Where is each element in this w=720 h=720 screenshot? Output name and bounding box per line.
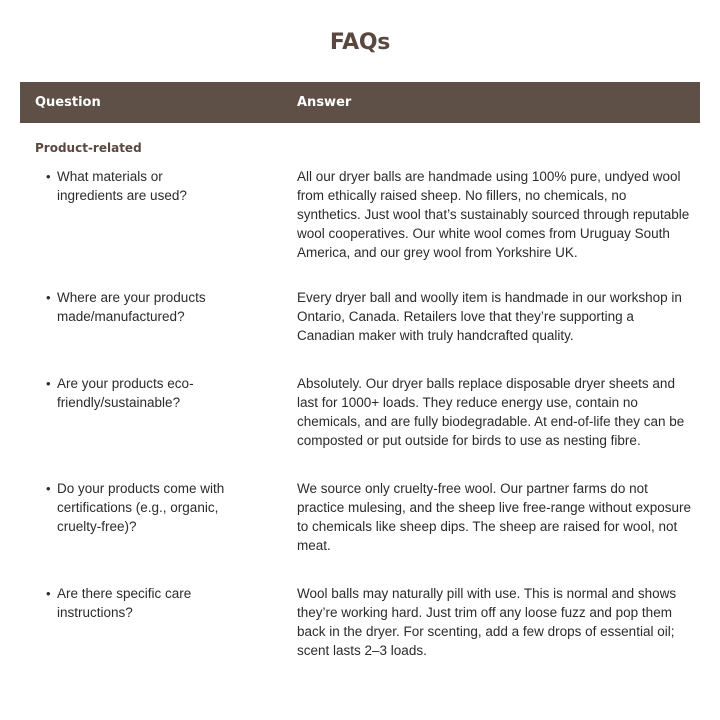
faq-question: • What materials or ingredients are used? [46, 167, 227, 205]
section-label-product-related: Product-related [35, 141, 142, 155]
faq-answer: Absolutely. Our dryer balls replace disposable dryer sheets and last for 1000+ loads. They reduce energy use, contain no chemicals, and are fully biodegradable. At end-of-life they can be composted or put outside for birds to use as nesting fibre. [297, 376, 685, 448]
column-header-question: Question [35, 95, 101, 110]
column-header-answer: Answer [297, 95, 352, 110]
faq-answer: All our dryer balls are handmade using 100% pure, undyed wool from ethically raised sheep. No fillers, no chemicals, no synthetics. Just wool that’s sustainably sourced through reputable wool cooperatives. Our white wool comes from Uruguay South America, and our grey wool from Yorkshire UK. [297, 169, 690, 260]
faq-question: • Are there specific care instructions? [46, 584, 227, 622]
faq-question: • Are your products eco-friendly/sustainable? [46, 374, 227, 412]
faq-answer: Wool balls may naturally pill with use. This is normal and shows they’re working hard. Just trim off any loose fuzz and pop them back in the dryer. For scenting, add a few drops of essential oil; scent lasts 2–3 loads. [297, 586, 677, 658]
faq-answer: Every dryer ball and woolly item is handmade in our workshop in Ontario, Canada. Retailers love that they’re supporting a Canadian maker with truly handcrafted quality. [297, 290, 682, 343]
table-header-row [20, 82, 700, 123]
page-title: FAQs [329, 30, 391, 55]
faq-answer: We source only cruelty-free wool. Our partner farms do not practice mulesing, and the sheep live free-range without exposure to chemicals like sheep dips. The sheep are raised for wool, not meat. [297, 481, 691, 553]
faq-question: • Where are your products made/manufactured? [46, 288, 227, 326]
faq-question: • Do your products come with certifications (e.g., organic, cruelty-free)? [46, 479, 227, 536]
